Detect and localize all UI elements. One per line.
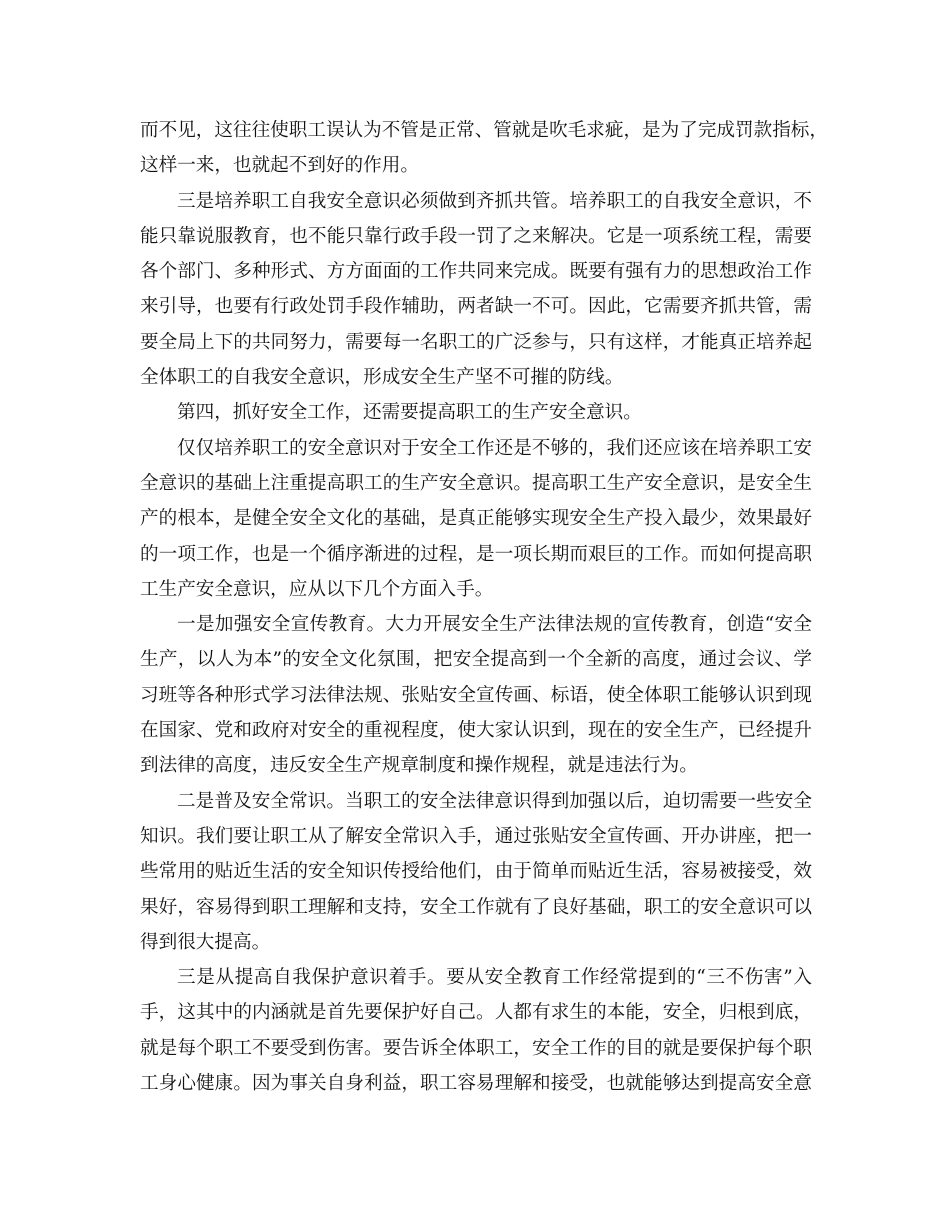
text-line: 知识。我们要让职工从了解安全常识入手，通过张贴安全宣传画、开办讲座，把一 <box>140 825 812 847</box>
text-line: 这样一来，也就起不到好的作用。 <box>140 155 419 177</box>
text-line: 在国家、党和政府对安全的重视程度，使大家认识到，现在的安全生产，已经提升 <box>140 720 812 742</box>
text-line: 的一项工作，也是一个循序渐进的过程，是一项长期而艰巨的工作。而如何提高职 <box>140 543 812 565</box>
text-line: 一是加强安全宣传教育。大力开展安全生产法律法规的宣传教育，创造“安全 <box>177 614 812 636</box>
text-line: 要全局上下的共同努力，需要每一名职工的广泛参与，只有这样，才能真正培养起 <box>140 331 812 353</box>
text-line: 工生产安全意识，应从以下几个方面入手。 <box>140 578 494 600</box>
text-line: 各个部门、多种形式、方方面面的工作共同来完成。既要有强有力的思想政治工作 <box>140 261 812 283</box>
text-line: 能只靠说服教育，也不能只靠行政手段一罚了之来解决。它是一项系统工程，需要 <box>140 225 812 247</box>
text-line: 手，这其中的内涵就是首先要保护好自己。人都有求生的本能，安全，归根到底， <box>140 1002 812 1024</box>
text-line: 仅仅培养职工的安全意识对于安全工作还是不够的，我们还应该在培养职工安 <box>177 437 812 459</box>
text-line: 产的根本，是健全安全文化的基础，是真正能够实现安全生产投入最少，效果最好 <box>140 508 812 530</box>
text-line: 生产，以人为本”的安全文化氛围，把安全提高到一个全新的高度，通过会议、学 <box>140 649 812 671</box>
text-line: 就是每个职工不要受到伤害。要告诉全体职工，安全工作的目的就是要保护每个职 <box>140 1037 812 1059</box>
text-line: 第四，抓好安全工作，还需要提高职工的生产安全意识。 <box>177 402 642 424</box>
text-line: 全意识的基础上注重提高职工的生产安全意识。提高职工生产安全意识，是安全生 <box>140 472 812 494</box>
text-line: 工身心健康。因为事关自身利益，职工容易理解和接受，也就能够达到提高安全意 <box>140 1073 812 1095</box>
text-line: 到法律的高度，违反安全生产规章制度和操作规程，就是违法行为。 <box>140 755 698 777</box>
text-line: 习班等各种形式学习法律法规、张贴安全宣传画、标语，使全体职工能够认识到现 <box>140 684 812 706</box>
document-body <box>140 113 828 1101</box>
text-line: 二是普及安全常识。当职工的安全法律意识得到加强以后，迫切需要一些安全 <box>177 790 812 812</box>
text-line: 三是培养职工自我安全意识必须做到齐抓共管。培养职工的自我安全意识，不 <box>177 190 812 212</box>
text-line: 来引导，也要有行政处罚手段作辅助，两者缺一不可。因此，它需要齐抓共管，需 <box>140 296 812 318</box>
text-line: 全体职工的自我安全意识，形成安全生产坚不可摧的防线。 <box>140 367 624 389</box>
text-line: 而不见，这往往使职工误认为不管是正常、管就是吹毛求疵，是为了完成罚款指标， <box>140 120 828 141</box>
text-line: 得到很大提高。 <box>140 931 271 953</box>
text-line: 些常用的贴近生活的安全知识传授给他们，由于简单而贴近生活，容易被接受，效 <box>140 861 812 883</box>
text-line: 三是从提高自我保护意识着手。要从安全教育工作经常提到的“三不伤害”入 <box>177 967 812 989</box>
text-line: 果好，容易得到职工理解和支持，安全工作就有了良好基础，职工的安全意识可以 <box>140 896 812 918</box>
